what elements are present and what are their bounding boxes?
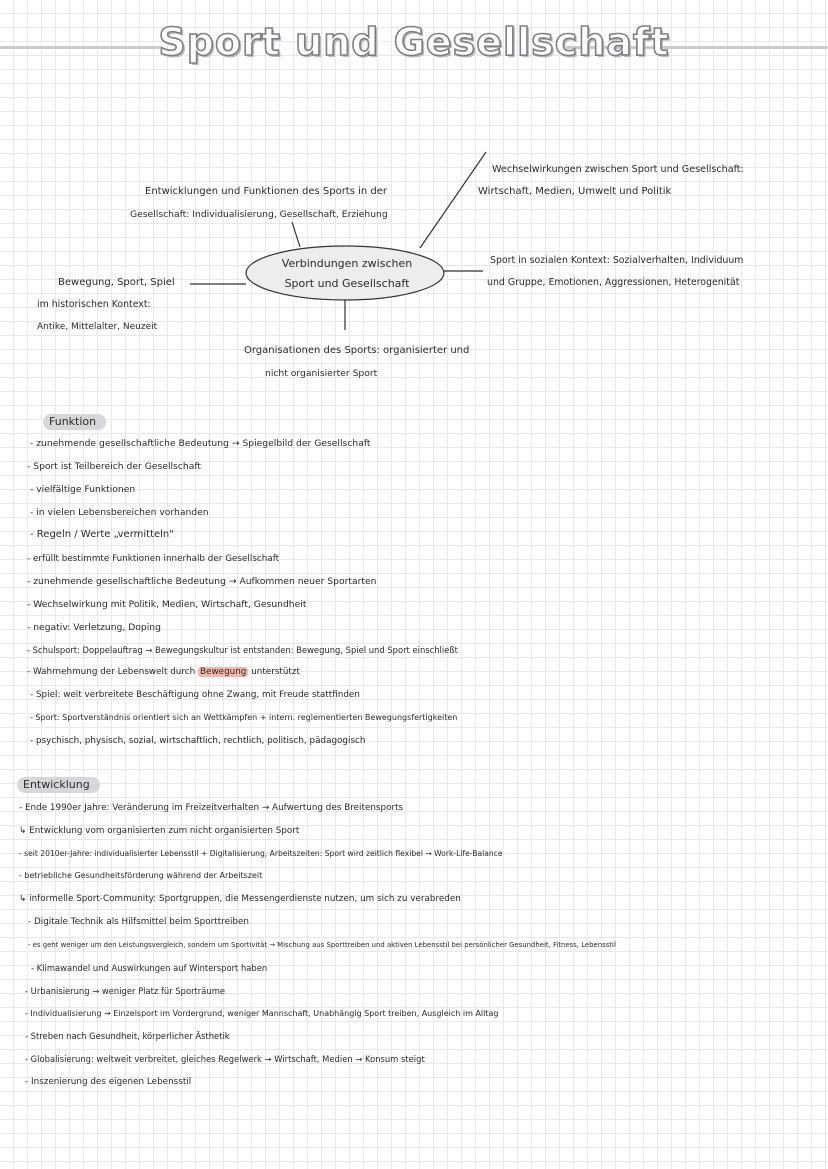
list-item: - Urbanisierung → weniger Platz für Sporträume	[25, 986, 226, 996]
list-item: - Individualisierung → Einzelsport im Vordergrund, weniger Mannschaft, Unabhängig Sport treiben, Ausgleich im Alltag	[25, 1009, 499, 1018]
connector-top-right	[420, 152, 486, 248]
perception-highlight: Bewegung	[200, 667, 247, 677]
list-item: - zunehmende gesellschaftliche Bedeutung → Spiegelbild der Gesellschaft	[30, 438, 371, 449]
branch-top-left-line1: Entwicklungen und Funktionen des Sports in der	[145, 186, 388, 197]
branch-bottom-line2: nicht organisierter Sport	[265, 368, 378, 379]
list-item: ↳ Entwicklung vom organisierten zum nicht organisierten Sport	[19, 826, 300, 836]
list-item: - Spiel: weit verbreitete Beschäftigung ohne Zwang, mit Freude stattfinden	[30, 690, 360, 700]
list-item-perception	[27, 666, 300, 678]
list-item: - Globalisierung: weltweit verbreitet, gleiches Regelwerk → Wirtschaft, Medien → Konsum steigt	[25, 1054, 425, 1064]
list-item: - Klimawandel und Auswirkungen auf Wintersport haben	[31, 963, 268, 973]
perception-suffix: unterstützt	[251, 667, 300, 677]
section-label-funktion: Funktion	[43, 414, 106, 430]
branch-top-right-line2: Wirtschaft, Medien, Umwelt und Politik	[478, 186, 672, 197]
mindmap-center-ellipse	[246, 246, 444, 300]
list-item: - negativ: Verletzung, Doping	[27, 622, 161, 633]
perception-prefix: - Wahrnehmung der Lebenswelt durch	[27, 667, 196, 677]
list-item: - betriebliche Gesundheitsförderung während der Arbeitszeit	[19, 871, 263, 880]
branch-left-line1: Bewegung, Sport, Spiel	[58, 277, 175, 288]
mindmap-center-line2: Sport und Gesellschaft	[284, 277, 410, 290]
branch-bottom-line1: Organisationen des Sports: organisierter und	[244, 345, 470, 356]
list-item: - zunehmende gesellschaftliche Bedeutung → Aufkommen neuer Sportarten	[27, 576, 377, 587]
page-title: Sport und Gesellschaft	[158, 20, 670, 64]
mindmap-center-line1: Verbindungen zwischen	[281, 257, 413, 270]
branch-right-line2: und Gruppe, Emotionen, Aggressionen, Heterogenität	[487, 277, 740, 288]
list-item: - seit 2010er-Jahre: individualisierter Lebensstil + Digitalisierung, Arbeitszeiten: Sport wird zeitlich flexibel → Work-Life-Balance	[19, 849, 503, 858]
list-item: ↳ informelle Sport-Community: Sportgruppen, die Messengerdienste nutzen, um sich zu verabreden	[19, 894, 461, 904]
connector-top-left	[292, 222, 300, 247]
list-item: - es geht weniger um den Leistungsvergleich, sondern um Sportivität → Mischung aus Sporttreiben und aktiven Lebensstil bei persönlicher Gesundheit, Fitness, Lebensstil	[28, 941, 616, 949]
branch-left-line3: Antike, Mittelalter, Neuzeit	[37, 322, 158, 332]
list-item: - vielfältige Funktionen	[30, 484, 136, 495]
list-item: - Streben nach Gesundheit, körperlicher Ästhetik	[25, 1031, 230, 1041]
list-item: - Inszenierung des eigenen Lebensstil	[25, 1077, 192, 1087]
list-item: - psychisch, physisch, sozial, wirtschaftlich, rechtlich, politisch, pädagogisch	[30, 736, 366, 746]
list-item: - Wechselwirkung mit Politik, Medien, Wirtschaft, Gesundheit	[27, 599, 307, 610]
list-item: - Digitale Technik als Hilfsmittel beim Sporttreiben	[28, 917, 250, 927]
branch-left-line2: im historischen Kontext:	[37, 299, 151, 310]
list-item: - Regeln / Werte „vermitteln"	[30, 529, 174, 540]
list-item: - in vielen Lebensbereichen vorhanden	[30, 507, 209, 518]
branch-top-left-line2: Gesellschaft: Individualisierung, Gesellschaft, Erziehung	[130, 209, 388, 220]
list-item: - Sport: Sportverständnis orientiert sich an Wettkämpfen + intern. reglementierten Bewegungsfertigkeiten	[30, 713, 458, 722]
list-item: - Sport ist Teilbereich der Gesellschaft	[27, 461, 202, 472]
list-item: - Schulsport: Doppelauftrag → Bewegungskultur ist entstanden: Bewegung, Spiel und Sport einschließt	[27, 645, 458, 655]
mindmap-connectors	[0, 0, 828, 420]
list-item: - erfüllt bestimmte Funktionen innerhalb der Gesellschaft	[27, 554, 280, 564]
branch-right-line1: Sport in sozialen Kontext: Sozialverhalten, Individuum	[490, 255, 744, 266]
section-label-entwicklung: Entwicklung	[17, 777, 100, 793]
branch-top-right-line1: Wechselwirkungen zwischen Sport und Gesellschaft:	[492, 164, 744, 175]
list-item: - Ende 1990er Jahre: Veränderung im Freizeitverhalten → Aufwertung des Breitensports	[19, 803, 404, 813]
